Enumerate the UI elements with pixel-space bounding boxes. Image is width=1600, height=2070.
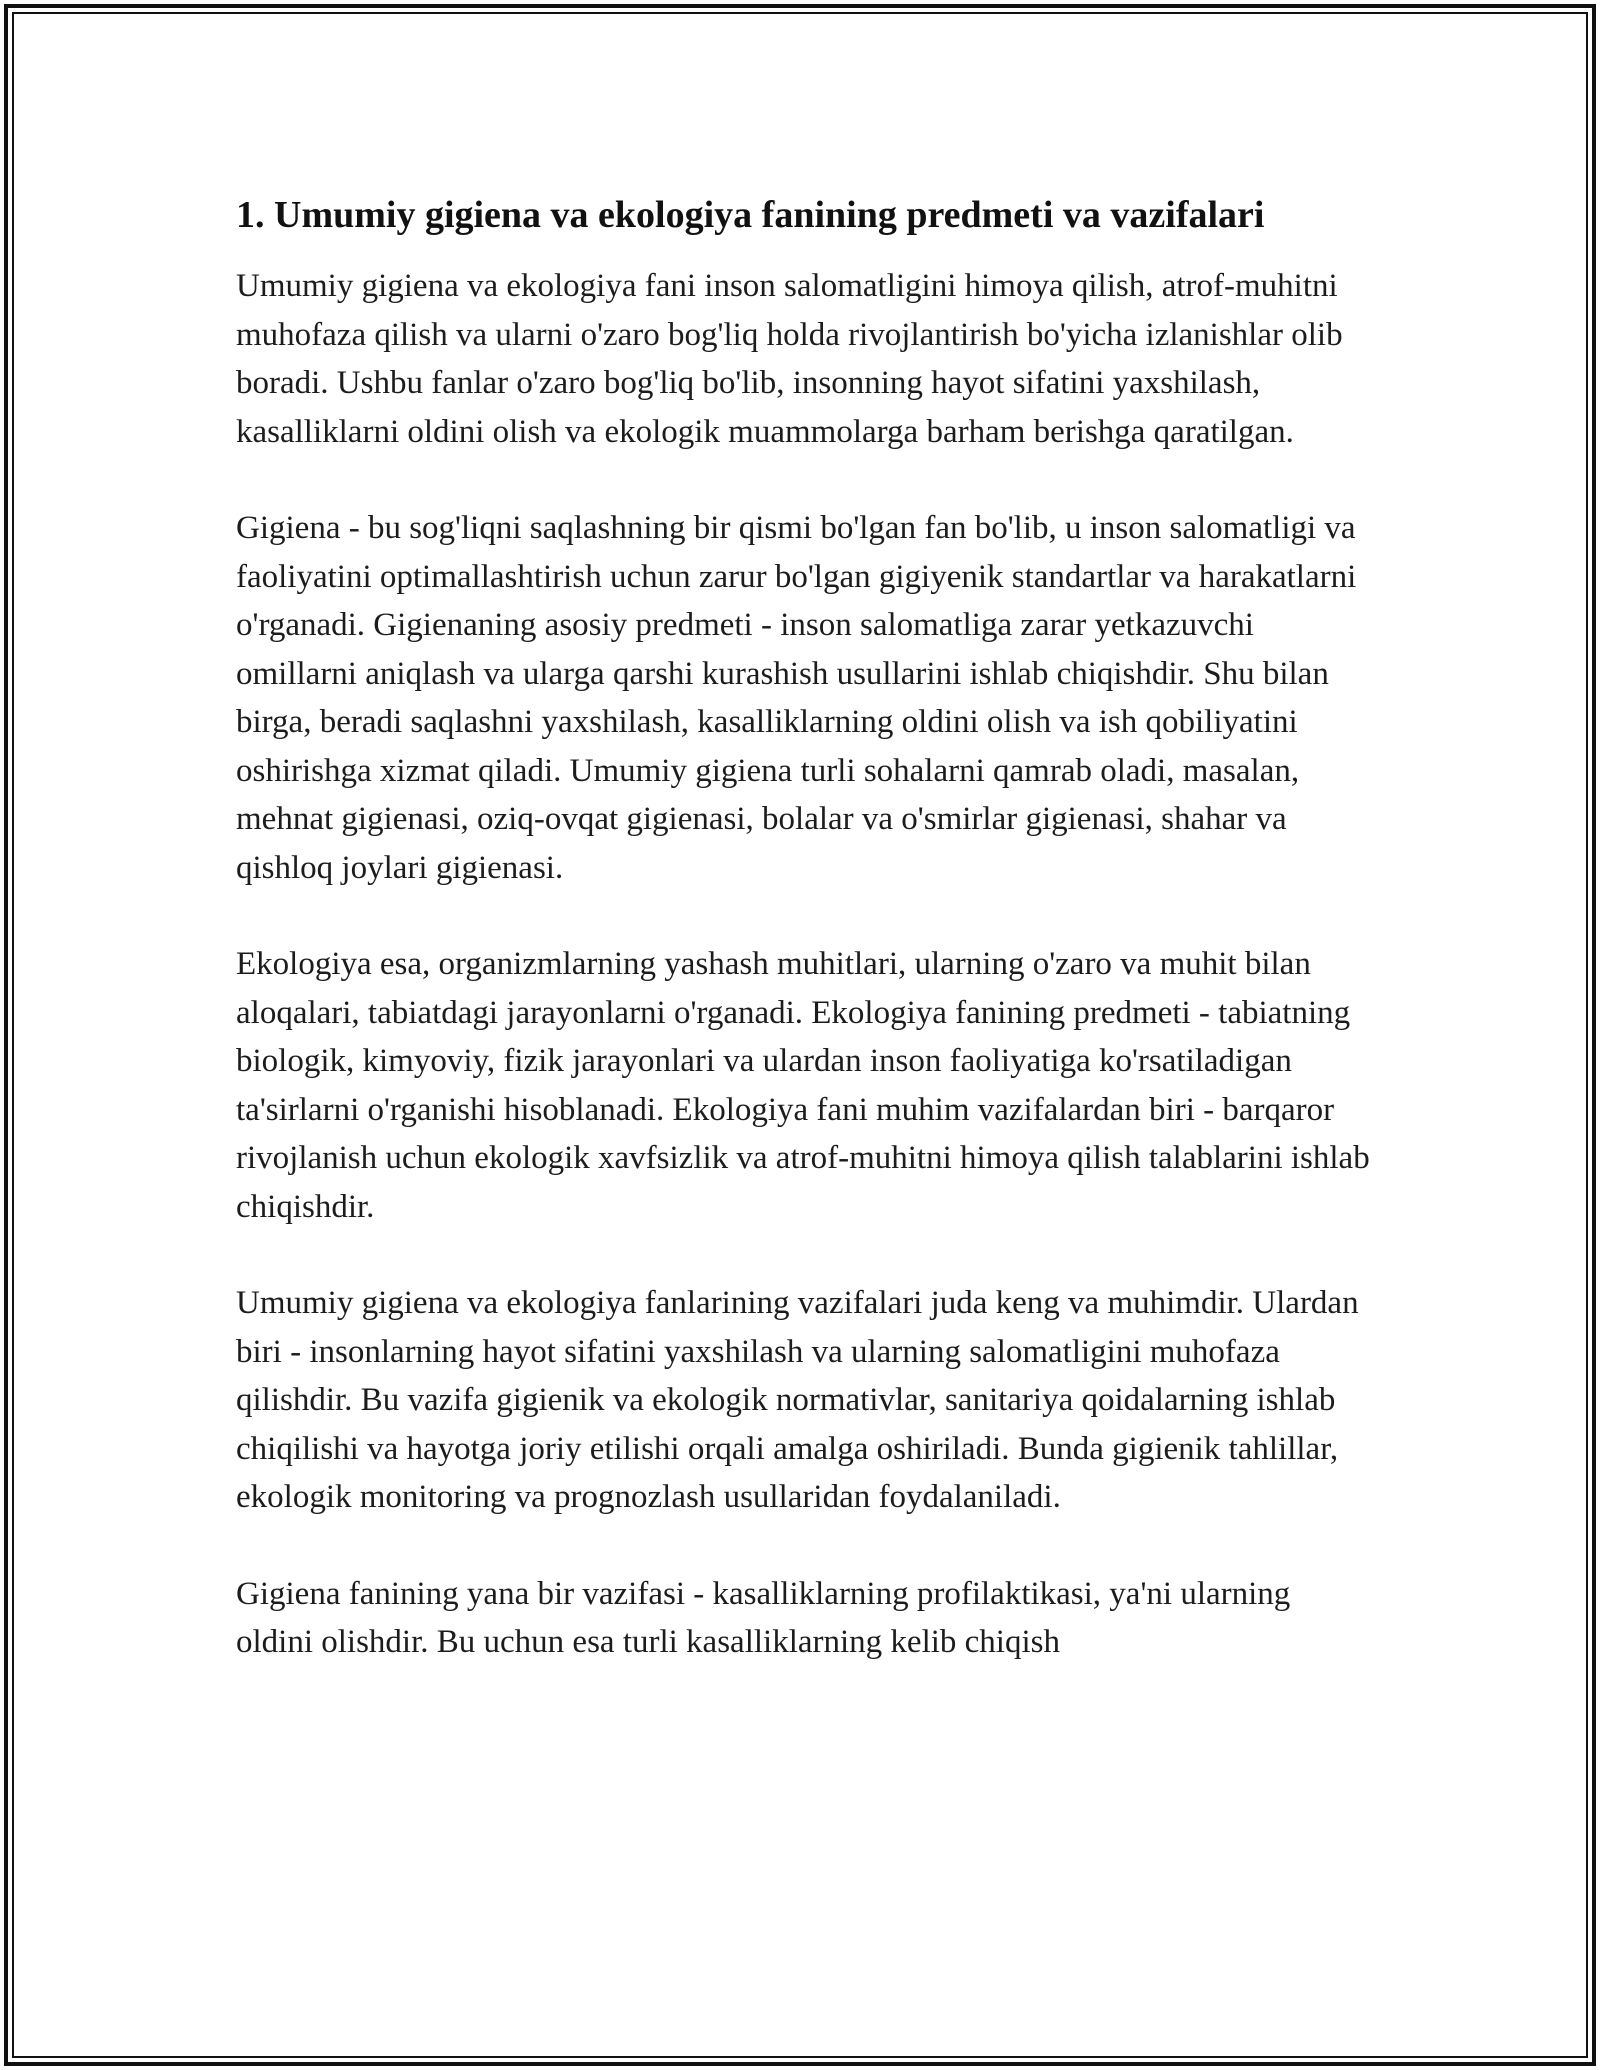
paragraph-2: Gigiena - bu sog'liqni saqlashning bir qismi bo'lgan fan bo'lib, u inson salomatligi va faoliyatini optimallashtirish uchun zarur bo'lgan gigiyenik standartlar va harakatlarni o'rganadi. Gigienaning asosiy predmeti - inson salomatliga zarar yetkazuvchi omillarni aniqlash va ularga qarshi kurashish usullarini ishlab chiqishdir. Shu bilan birga, beradi saqlashni yaxshilash, kasalliklarning oldini olish va ish qobiliyatini oshirishga xizmat qiladi. Umumiy gigiena turli sohalarni qamrab oladi, masalan, mehnat gigienasi, oziq-ovqat gigienasi, bolalar va o'smirlar gigienasi, shahar va qishloq joylari gigienasi. <box>236 510 1357 886</box>
paragraph-5: Gigiena fanining yana bir vazifasi - kasalliklarning profilaktikasi, ya'ni ularning oldini olishdir. Bu uchun esa turli kasalliklarning kelib chiqish <box>236 1575 1291 1660</box>
paragraph-3: Ekologiya esa, organizmlarning yashash muhitlari, ularning o'zaro va muhit bilan aloqalari, tabiatdagi jarayonlarni o'rganadi. Ekologiya fanining predmeti - tabiatning biologik, kimyoviy, fizik jarayonlari va ulardan inson faoliyatiga ko'rsatiladigan ta'sirlarni o'rganishi hisoblanadi. Ekologiya fani muhim vazifalardan biri - barqaror rivojlanish uchun ekologik xavfsizlik va atrof-muhitni himoya qilish talablarini ishlab chiqishdir. <box>236 946 1370 1225</box>
document-body <box>236 188 1371 1715</box>
paragraph-1: Umumiy gigiena va ekologiya fani inson salomatligini himoya qilish, atrof-muhitni muhofaza qilish va ularni o'zaro bog'liq holda rivojlantirish bo'yicha izlanishlar olib boradi. Ushbu fanlar o'zaro bog'liq bo'lib, insonning hayot sifatini yaxshilash, kasalliklarni oldini olish va ekologik muammolarga barham berishga qaratilgan. <box>236 268 1343 450</box>
paragraph-4: Umumiy gigiena va ekologiya fanlarining vazifalari juda keng va muhimdir. Ulardan biri - insonlarning hayot sifatini yaxshilash va ularning salomatligini muhofaza qilishdir. Bu vazifa gigienik va ekologik normativlar, sanitariya qoidalarning ishlab chiqilishi va hayotga joriy etilishi orqali amalga oshiriladi. Bunda gigienik tahlillar, ekologik monitoring va prognozlash usullaridan foydalaniladi. <box>236 1285 1359 1515</box>
section-heading: 1. Umumiy gigiena va ekologiya fanining predmeti va vazifalari <box>236 194 1265 236</box>
